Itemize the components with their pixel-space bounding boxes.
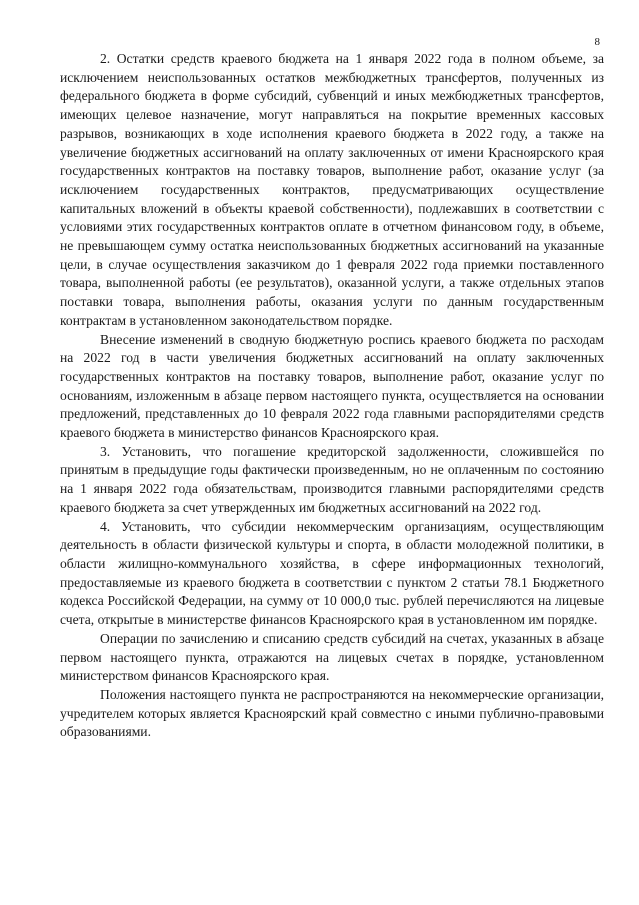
paragraph-subsidy-operations: Операции по зачислению и списанию средств субсидий на счетах, указанных в абзаце первом настоящего пункта, отражаются на лицевых счетах в порядке, установленном министерством финансов Красноярского края. — [60, 630, 604, 684]
paragraph-item-4-subsidies: 4. Установить, что субсидии некоммерческим организациям, осуществляющим деятельность в области физической культуры и спорта, в области молодежной политики, в области жилищно-коммунального хозяйства, в сфере информационных технологий, предоставляемые из краевого бюджета в соответствии с пунктом 2 статьи 78.1 Бюджетного кодекса Российской Федерации, на сумму от 10 000,0 тыс. рублей перечисляются на лицевые счета, открытые в министерстве финансов Красноярского края в установленном им порядке. — [60, 518, 604, 628]
paragraph-item-2-remaining-funds: 2. Остатки средств краевого бюджета на 1 января 2022 года в полном объеме, за исключением неиспользованных остатков межбюджетных трансфертов, полученных из федерального бюджета в форме субсидий, субвенций и иных межбюджетных трансфертов, имеющих целевое назначение, могут направляться на покрытие временных кассовых разрывов, возникающих в ходе исполнения краевого бюджета в 2022 году, а также на увеличение бюджетных ассигнований на оплату заключенных от имени Красноярского края государственных контрактов на поставку товаров, выполнение работ, оказание услуг (за исключением государственных контрактов, предусматривающих осуществление капитальных вложений в объекты краевой собственности), подлежавших в соответствии с условиями этих государственных контрактов оплате в отчетном финансовом году, в объеме, не превышающем сумму остатка неиспользованных бюджетных ассигнований на указанные цели, в случае осуществления заказчиком до 1 февраля 2022 года приемки поставленного товара, выполненной работы (ее результатов), оказанной услуги, а также отдельных этапов поставки товара, выполнения работы, оказания услуги по данным государственным контрактам в установленном законодательством порядке. — [60, 51, 604, 328]
paragraph-exclusions: Положения настоящего пункта не распространяются на некоммерческие организации, учредителем которых является Красноярский край совместно с иными публично-правовыми образованиями. — [60, 686, 604, 740]
paragraph-budget-list-changes: Внесение изменений в сводную бюджетную роспись краевого бюджета по расходам на 2022 год в части увеличения бюджетных ассигнований на оплату заключенных государственных контрактов на поставку товаров, выполнение работ, оказание услуг по основаниям, изложенным в абзаце первом настоящего пункта, осуществляется на основании предложений, представленных до 10 февраля 2022 года главными распорядителями средств краевого бюджета в министерство финансов Красноярского края. — [60, 331, 604, 441]
paragraph-item-3-payables: 3. Установить, что погашение кредиторской задолженности, сложившейся по принятым в предыдущие годы фактически произведенным, но не оплаченным по состоянию на 1 января 2022 года обязательствам, производится главными распорядителями средств краевого бюджета за счет утвержденных им бюджетных ассигнований на 2022 год. — [60, 443, 604, 515]
page-number: 8 — [594, 36, 600, 48]
document-body — [60, 50, 604, 742]
